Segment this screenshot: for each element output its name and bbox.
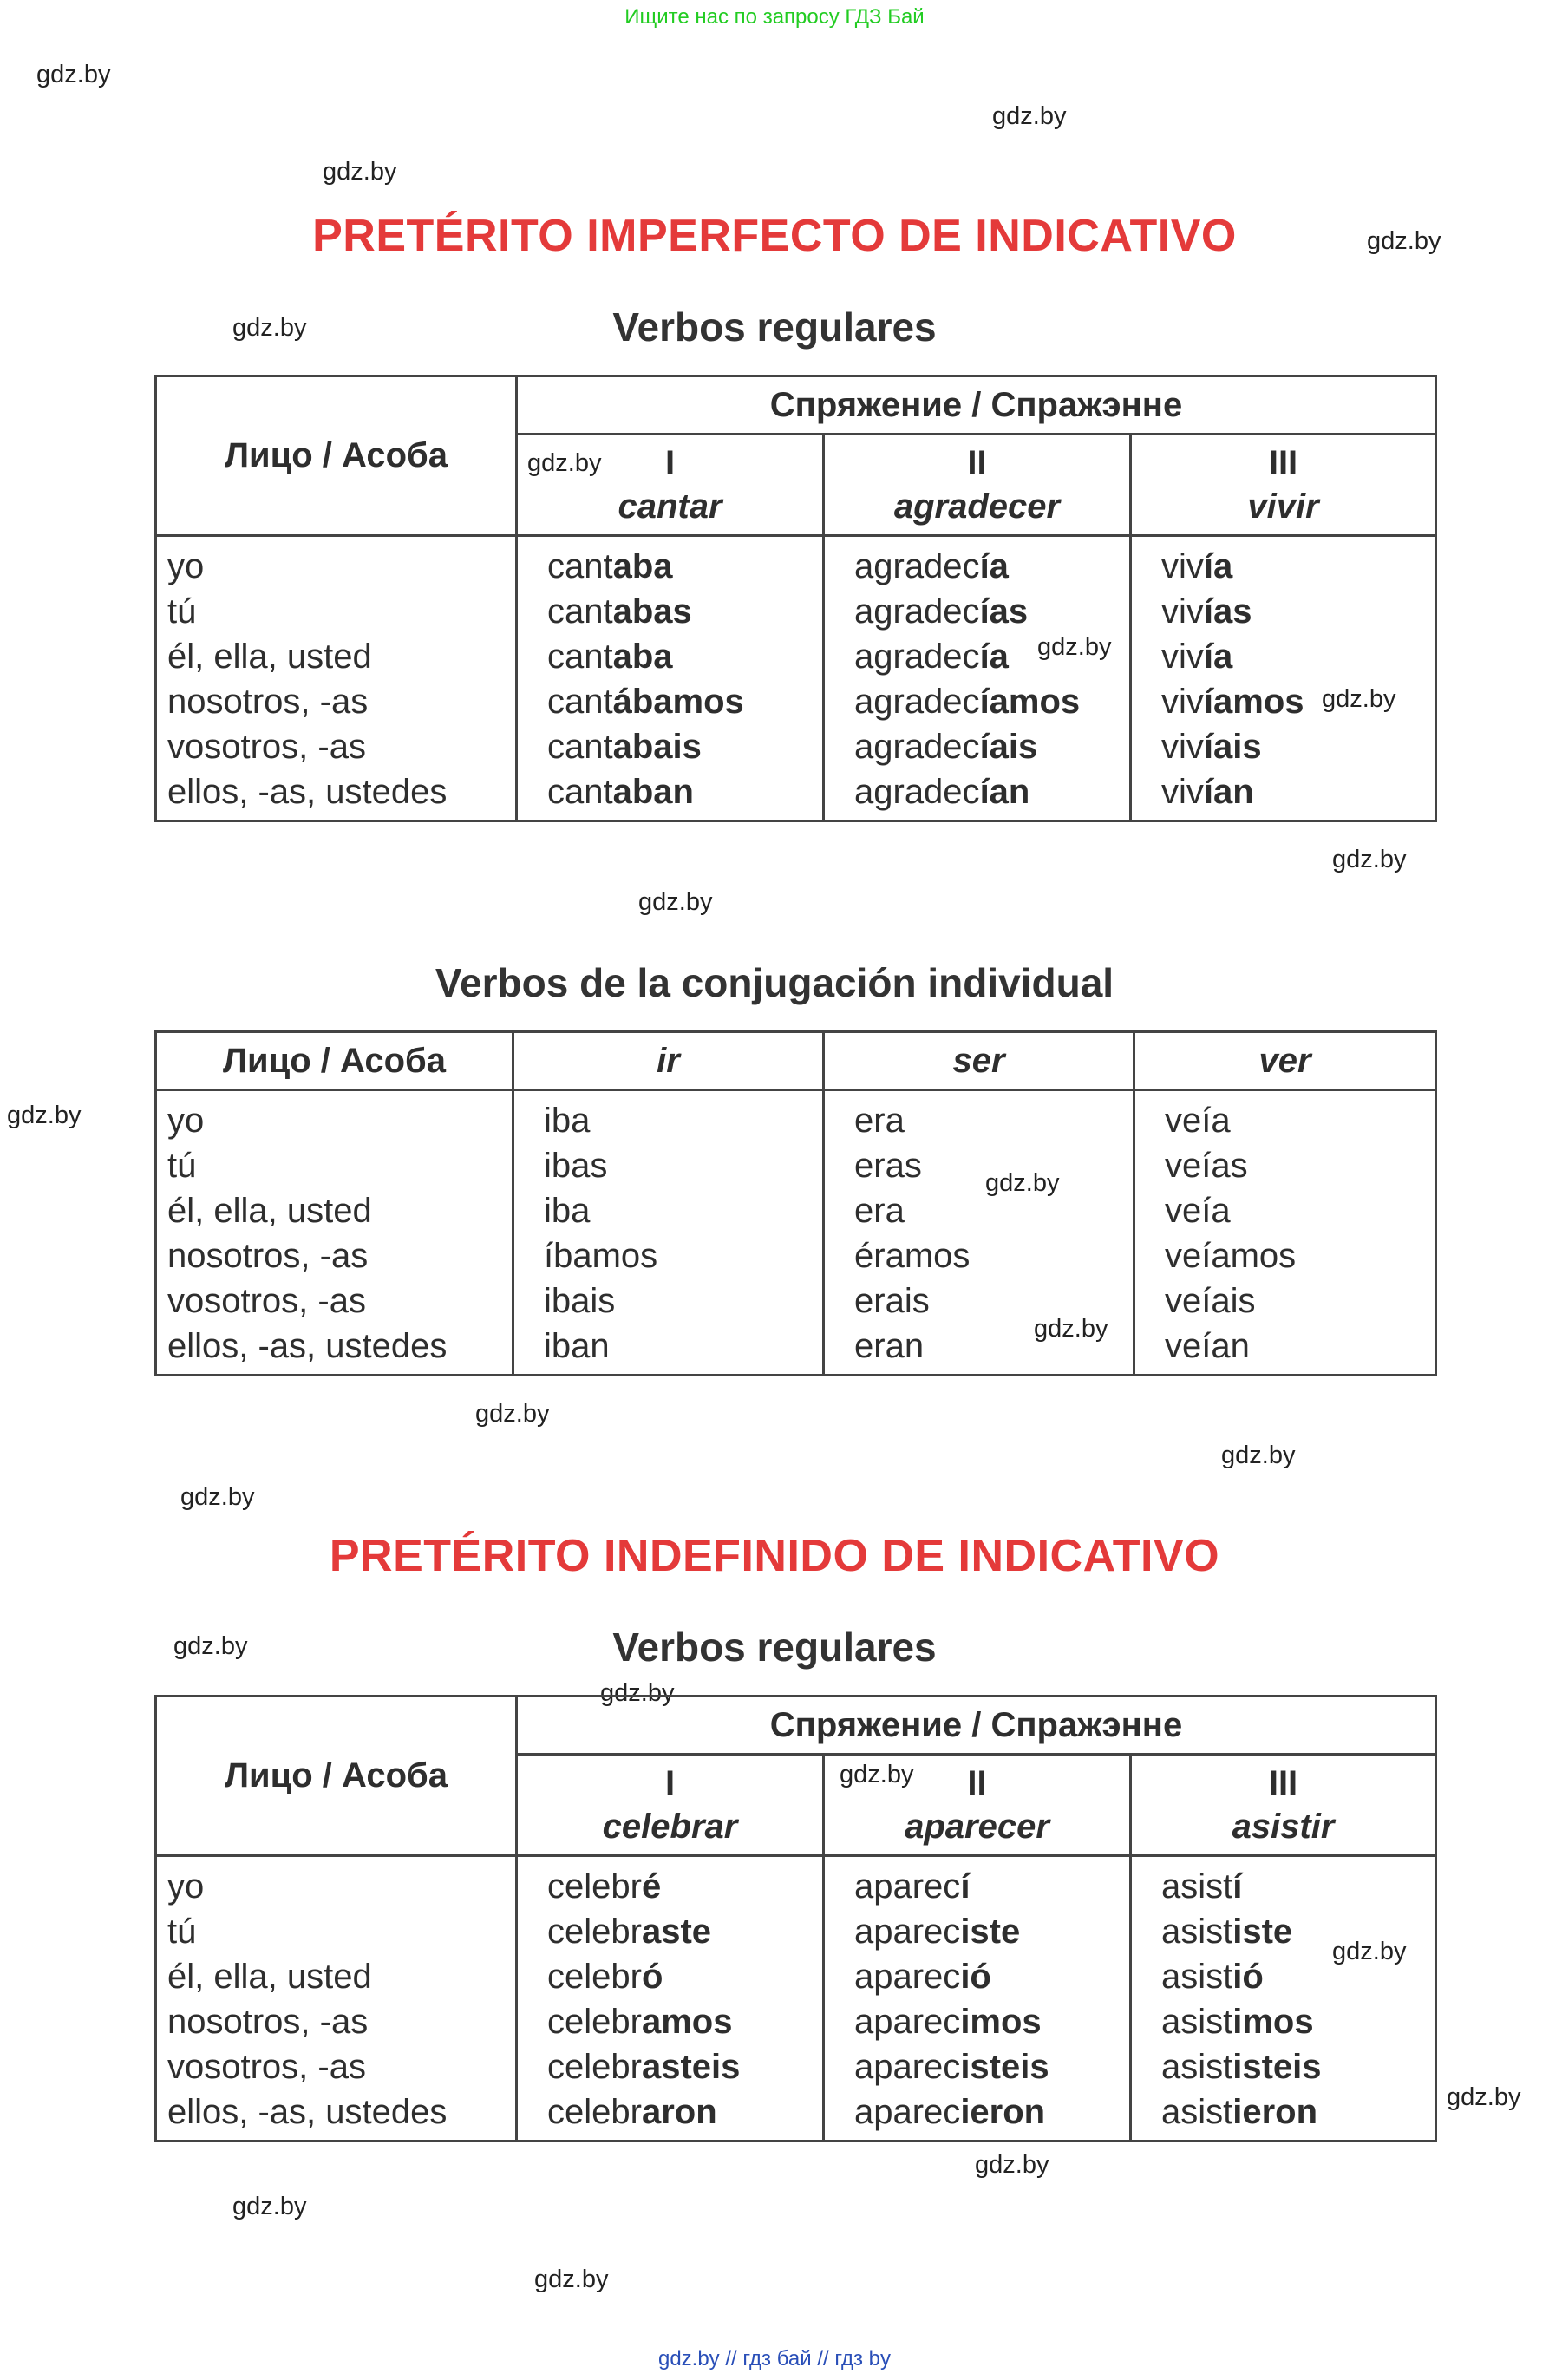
watermark: gdz.by bbox=[1037, 633, 1112, 661]
person-list: yo tú él, ella, usted nosotros, -as vosotros, -as ellos, -as, ustedes bbox=[156, 1090, 513, 1376]
forms-cantar: cantaba cantabas cantaba cantábamos cantabais cantaban bbox=[517, 536, 824, 821]
forms-celebrar: celebré celebraste celebró celebramos celebrasteis celebraron bbox=[517, 1856, 824, 2141]
watermark: gdz.by bbox=[323, 158, 397, 186]
section-title-imperfecto: PRETÉRITO IMPERFECTO DE INDICATIVO bbox=[312, 211, 1237, 261]
watermark: gdz.by bbox=[36, 61, 111, 88]
imperfecto-individual-table bbox=[154, 1030, 1437, 1376]
person-header: Лицо / Асоба bbox=[156, 1032, 513, 1090]
forms-ver: veía veías veía veíamos veíais veían bbox=[1134, 1090, 1436, 1376]
watermark: gdz.by bbox=[1332, 846, 1407, 873]
watermark: gdz.by bbox=[1447, 2083, 1521, 2111]
subtitle-regulares-1: Verbos regulares bbox=[612, 304, 937, 350]
watermark: gdz.by bbox=[180, 1483, 255, 1511]
forms-vivir: vivía vivías vivía vivíamos vivíais vivían bbox=[1131, 536, 1436, 821]
subtitle-individual: Verbos de la conjugación individual bbox=[435, 960, 1114, 1005]
watermark: gdz.by bbox=[975, 2151, 1049, 2179]
watermark: gdz.by bbox=[1332, 1938, 1407, 1965]
subtitle-regulares-2: Verbos regulares bbox=[612, 1625, 937, 1670]
column-header-aparecer: II aparecer bbox=[824, 1755, 1131, 1856]
conjugation-header: Спряжение / Спражэнне bbox=[517, 1697, 1436, 1755]
person-list: yo tú él, ella, usted nosotros, -as vosotros, -as ellos, -as, ustedes bbox=[156, 1856, 517, 2141]
watermark: gdz.by bbox=[475, 1400, 550, 1428]
indefinido-regular-table bbox=[154, 1695, 1437, 2142]
forms-ir: iba ibas iba íbamos ibais iban bbox=[513, 1090, 824, 1376]
watermark: gdz.by bbox=[534, 2266, 609, 2293]
column-header-asistir: III asistir bbox=[1131, 1755, 1436, 1856]
person-header: Лицо / Асоба bbox=[156, 376, 517, 536]
forms-aparecer: aparecí apareciste apareció aparecimos aparecisteis aparecieron bbox=[824, 1856, 1131, 2141]
section-title-indefinido: PRETÉRITO INDEFINIDO DE INDICATIVO bbox=[329, 1531, 1220, 1581]
imperfecto-regular-table bbox=[154, 375, 1437, 822]
forms-asistir: asistí asististe asistió asistimos asististeis asistieron bbox=[1131, 1856, 1436, 2141]
footer-links[interactable]: gdz.by // гдз бай // гдз by bbox=[657, 2347, 892, 2370]
column-header-ser: ser bbox=[824, 1032, 1134, 1090]
watermark: gdz.by bbox=[985, 1169, 1060, 1197]
watermark: gdz.by bbox=[173, 1632, 248, 1660]
watermark: gdz.by bbox=[232, 2193, 307, 2220]
watermark: gdz.by bbox=[1367, 227, 1441, 255]
column-header-celebrar: I celebrar bbox=[517, 1755, 824, 1856]
person-list: yo tú él, ella, usted nosotros, -as vosotros, -as ellos, -as, ustedes bbox=[156, 536, 517, 821]
watermark: gdz.by bbox=[232, 314, 307, 342]
column-header-cantar: I cantar bbox=[517, 435, 824, 536]
watermark: gdz.by bbox=[992, 102, 1067, 130]
watermark: gdz.by bbox=[1322, 685, 1396, 713]
watermark: gdz.by bbox=[1221, 1442, 1296, 1469]
watermark: gdz.by bbox=[1034, 1315, 1108, 1343]
top-banner[interactable]: Ищите нас по запросу ГДЗ Бай bbox=[624, 5, 925, 29]
forms-agradecer: agradecía agradecías agradecía agradecíamos agradecíais agradecían bbox=[824, 536, 1131, 821]
watermark: gdz.by bbox=[527, 449, 602, 477]
column-header-agradecer: II agradecer bbox=[824, 435, 1131, 536]
watermark: gdz.by bbox=[840, 1761, 914, 1788]
conjugation-header: Спряжение / Спражэнне bbox=[517, 376, 1436, 435]
forms-ser: era eras era éramos erais eran bbox=[824, 1090, 1134, 1376]
column-header-ver: ver bbox=[1134, 1032, 1436, 1090]
watermark: gdz.by bbox=[7, 1102, 82, 1129]
watermark: gdz.by bbox=[600, 1679, 675, 1707]
column-header-ir: ir bbox=[513, 1032, 824, 1090]
person-header: Лицо / Асоба bbox=[156, 1697, 517, 1856]
column-header-vivir: III vivir bbox=[1131, 435, 1436, 536]
watermark: gdz.by bbox=[638, 888, 713, 916]
